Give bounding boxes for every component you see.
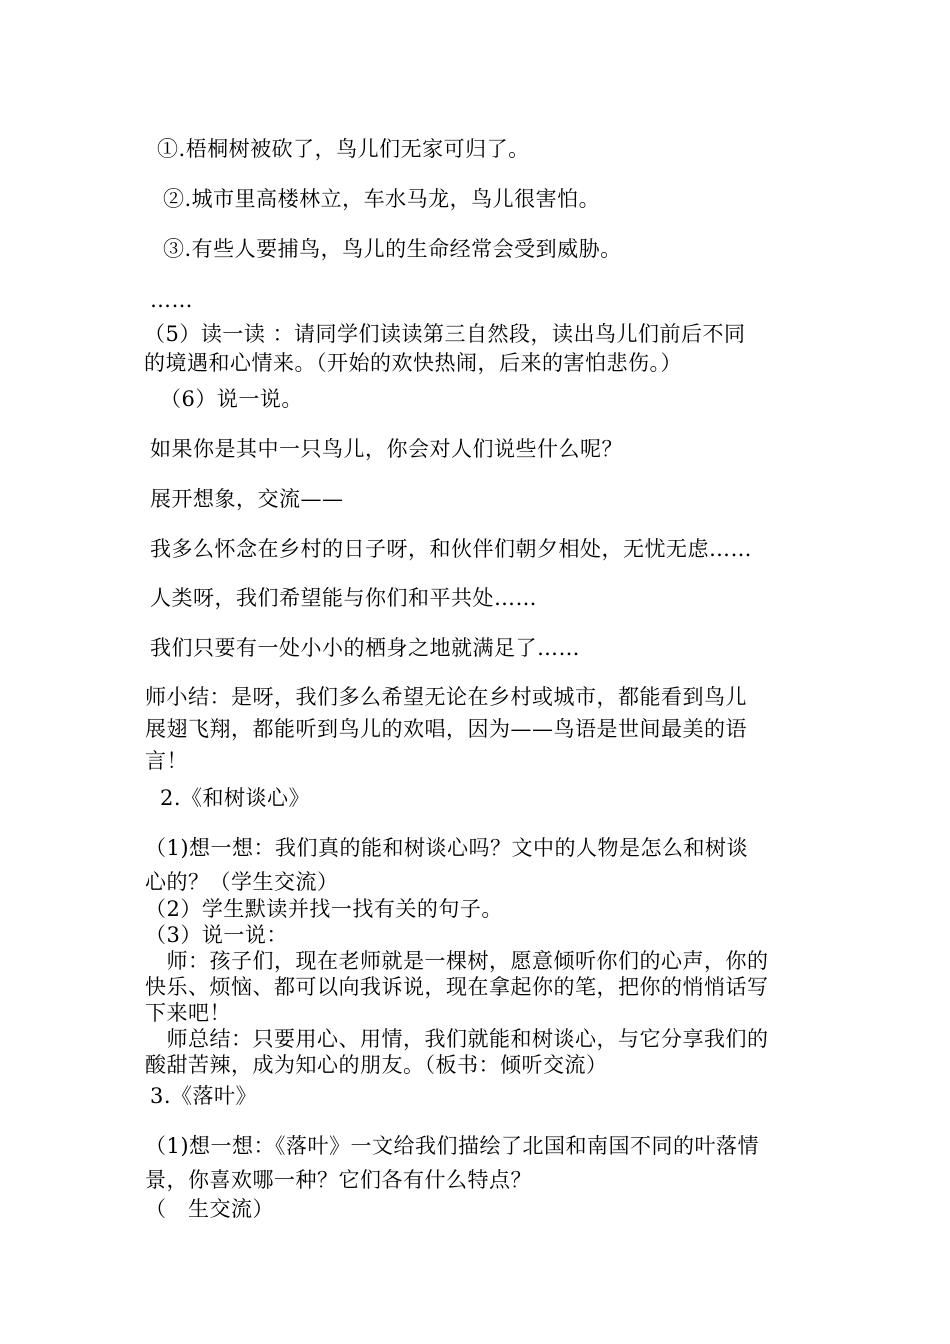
paragraph-line: 言！ xyxy=(145,749,188,773)
list-item-2: ②.城市里高楼林立，车水马龙，鸟儿很害怕。 xyxy=(163,187,601,211)
quote-line-2: 人类呀，我们希望能与你们和平共处…… xyxy=(150,586,537,610)
paragraph-line: 心的？（学生交流） xyxy=(145,870,339,894)
section-heading-2: 2.《和树谈心》 xyxy=(160,786,311,810)
s2-body-paragraph xyxy=(145,896,810,1078)
read-paragraph xyxy=(144,320,809,378)
paragraph-line: 下来吧！ xyxy=(145,1001,231,1025)
paragraph-line: 展翅飞翔，都能听到鸟儿的欢唱，因为——鸟语是世间最美的语 xyxy=(145,717,747,741)
paragraph-line: 快乐、烦恼、都可以向我诉说，现在拿起你的笔，把你的悄悄话写 xyxy=(145,975,769,999)
s3-think-paragraph xyxy=(145,1129,810,1197)
paragraph-line: 酸甜苦辣，成为知心的朋友。（板书：倾听交流） xyxy=(145,1053,608,1077)
list-item-3: ③.有些人要捕鸟，鸟儿的生命经常会受到威胁。 xyxy=(163,237,622,261)
say-question: 如果你是其中一只鸟儿，你会对人们说些什么呢？ xyxy=(150,437,623,461)
section-heading-3: 3.《落叶》 xyxy=(150,1084,258,1108)
paragraph-line: 师：孩子们，现在老师就是一棵树，愿意倾听你们的心声，你的 xyxy=(145,949,769,973)
paragraph-line: （3）说一说： xyxy=(145,923,288,947)
summary-paragraph xyxy=(145,681,810,777)
ellipsis-line: …… xyxy=(150,288,193,312)
quote-line-3: 我们只要有一处小小的栖身之地就满足了…… xyxy=(150,636,580,660)
paragraph-line: （2）学生默读并找一找有关的句子。 xyxy=(145,897,503,921)
imagine-line: 展开想象，交流—— xyxy=(150,487,344,511)
s2-think-paragraph xyxy=(145,831,810,899)
paragraph-line: （1)想一想：我们真的能和树谈心吗？文中的人物是怎么和树谈 xyxy=(145,836,749,860)
say-heading: （6）说一说。 xyxy=(160,387,303,411)
paragraph-line: 师总结：只要用心、用情，我们就能和树谈心，与它分享我们的 xyxy=(145,1027,769,1051)
paragraph-line: 师小结：是呀，我们多么希望无论在乡村或城市，都能看到鸟儿 xyxy=(145,685,747,709)
list-item-1: ①.梧桐树被砍了，鸟儿们无家可归了。 xyxy=(157,137,530,161)
paragraph-line: 的境遇和心情来。（开始的欢快热闹，后来的害怕悲伤。） xyxy=(144,351,682,375)
paragraph-line: （1)想一想：《落叶》一文给我们描绘了北国和南国不同的叶落情 xyxy=(145,1134,760,1158)
quote-line-1: 我多么怀念在乡村的日子呀，和伙伴们朝夕相处，无忧无虑…… xyxy=(150,537,752,561)
paragraph-line: 景，你喜欢哪一种？它们各有什么特点？ xyxy=(145,1168,532,1192)
s3-discuss-line: （ 生交流） xyxy=(145,1197,274,1221)
paragraph-line: （5）读一读 ：请同学们读读第三自然段，读出鸟儿们前后不同 xyxy=(144,322,746,346)
